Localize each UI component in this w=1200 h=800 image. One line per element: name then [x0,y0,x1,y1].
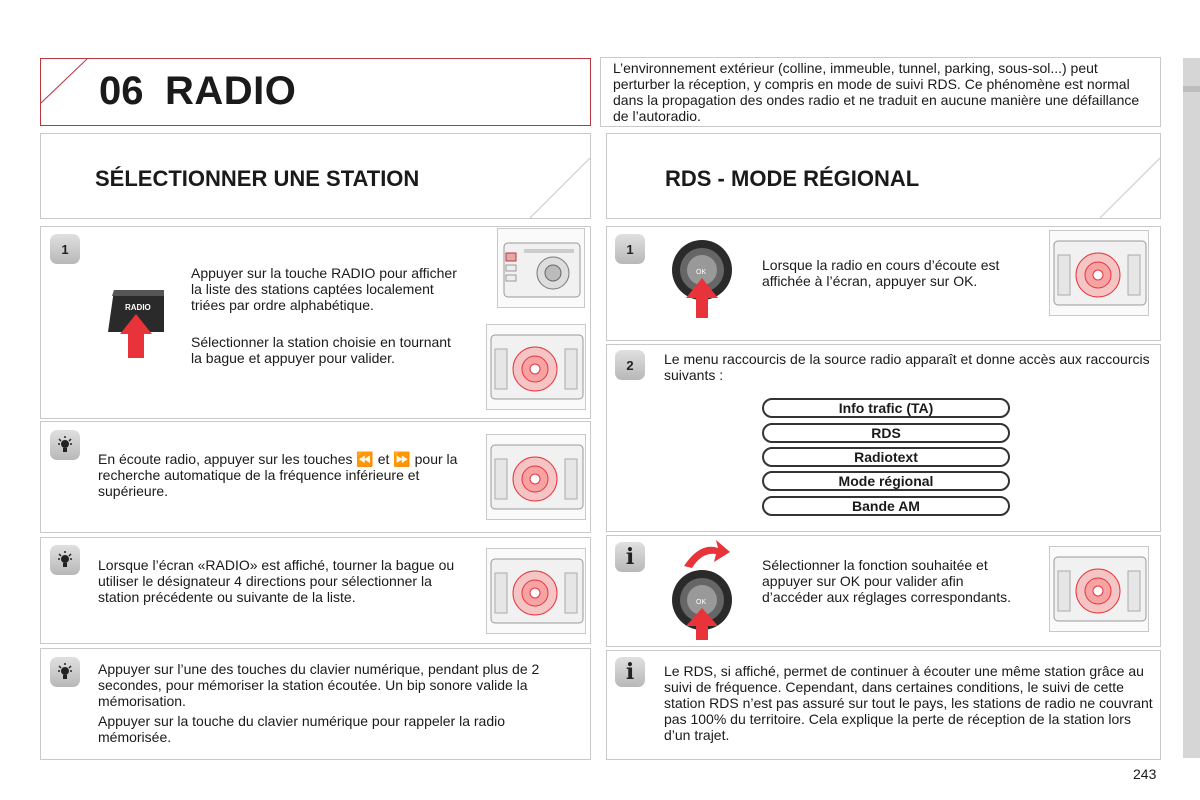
corner-fold [1100,158,1160,218]
section-title: SÉLECTIONNER UNE STATION [95,166,420,191]
section-title: RDS - MODE RÉGIONAL [665,166,920,191]
radio-button-illustration [108,282,164,360]
tip-badge [50,430,80,460]
chapter-title: RADIO [165,69,297,113]
step1-instruction-2: Sélectionner la station choisie en tournant la bague et appuyer pour valider. [191,334,451,366]
rds-step1-text: Lorsque la radio en cours d’écoute est affichée à l’écran, appuyer sur OK. [762,257,1000,289]
page-number: 243 [1133,766,1157,782]
tip-badge [50,657,80,687]
radio-knob-thumb [486,434,586,520]
menu-item-traffic-info[interactable]: Info trafic (TA) [762,398,1010,418]
ok-label: OK [696,599,707,606]
menu-item-rds[interactable]: RDS [762,423,1010,443]
tip-badge [50,545,80,575]
menu-item-regional-mode[interactable]: Mode régional [762,471,1010,491]
step-number-badge: 1 [50,234,80,264]
radio-knob-thumb [1049,546,1149,632]
rds-step2-text: Le menu raccourcis de la source radio apparaît et donne accès aux raccourcis suivants : [664,351,1150,383]
tip-seek-text-after: pour la recherche automatique de la fréquence inférieure et supérieure. [98,451,458,499]
tip-seek-text [98,451,468,499]
chapter-edge-tab [1183,58,1200,758]
radio-button-label: RADIO [125,303,151,312]
lightbulb-icon [56,436,74,454]
corner-fold [530,158,590,218]
lightbulb-icon [56,663,74,681]
tip-presets-text-1: Appuyer sur l’une des touches du clavier numérique, pendant plus de 2 secondes, pour mémoriser la station écoutée. Un bip sonore valide la mémorisation. [98,661,540,709]
menu-item-am-band[interactable]: Bande AM [762,496,1010,516]
menu-item-radiotext[interactable]: Radiotext [762,447,1010,467]
tip-seek-text-before: En écoute radio, appuyer sur les touches [98,451,353,467]
radio-knob-thumb [1049,230,1149,316]
tip-seek-and: et [377,451,390,467]
intro-note: L’environnement extérieur (colline, immeuble, tunnel, parking, sous-sol...) peut perturber la réception, y compris en mode de suivi RDS. Ce phénomène est normal dans la propagation des ondes radio et ne traduit en aucune manière une défaillance de l’autoradio. [600,57,1161,127]
rds-info2-text: Le RDS, si affiché, permet de continuer à écouter une même station grâce au suivi de fréquence. Cependant, dans certaines conditions, le suivi de cette station RDS n’est pas assuré sur tout le pays, les stations de radio ne couvrant pas 100% du territoire. Cela explique la perte de réception de la station lors d’un trajet. [664,663,1153,743]
info-icon: i [615,542,645,572]
chapter-header [40,58,591,126]
radio-knob-thumb [486,548,586,634]
section-heading-rds [606,133,1161,219]
seek-back-icon: ⏪ [356,451,374,467]
ok-knob-illustration [670,238,734,318]
step1-instruction-1: Appuyer sur la touche RADIO pour afficher la liste des stations captées localement triées par ordre alphabétique. [191,265,457,313]
chapter-number: 06 [99,69,144,113]
radio-knob-thumb [486,324,586,410]
tip-browse-text: Lorsque l’écran «RADIO» est affiché, tourner la bague ou utiliser le désignateur 4 directions pour sélectionner la station précédente ou suivante de la liste. [98,557,455,605]
ok-label: OK [696,269,707,276]
rotate-ok-knob-illustration [670,532,734,642]
seek-forward-icon: ⏩ [393,451,411,467]
tip-presets-text-2: Appuyer sur la touche du clavier numérique pour rappeler la radio mémorisée. [98,713,506,745]
step-number-badge: 1 [615,234,645,264]
rds-info1-text: Sélectionner la fonction souhaitée et appuyer sur OK pour valider afin d’accéder aux réglages correspondants. [762,557,1012,605]
info-icon: i [615,657,645,687]
lightbulb-icon [56,551,74,569]
radio-front-panel-thumb [497,228,585,308]
section-heading-select-station [40,133,591,219]
step-number-badge: 2 [615,350,645,380]
